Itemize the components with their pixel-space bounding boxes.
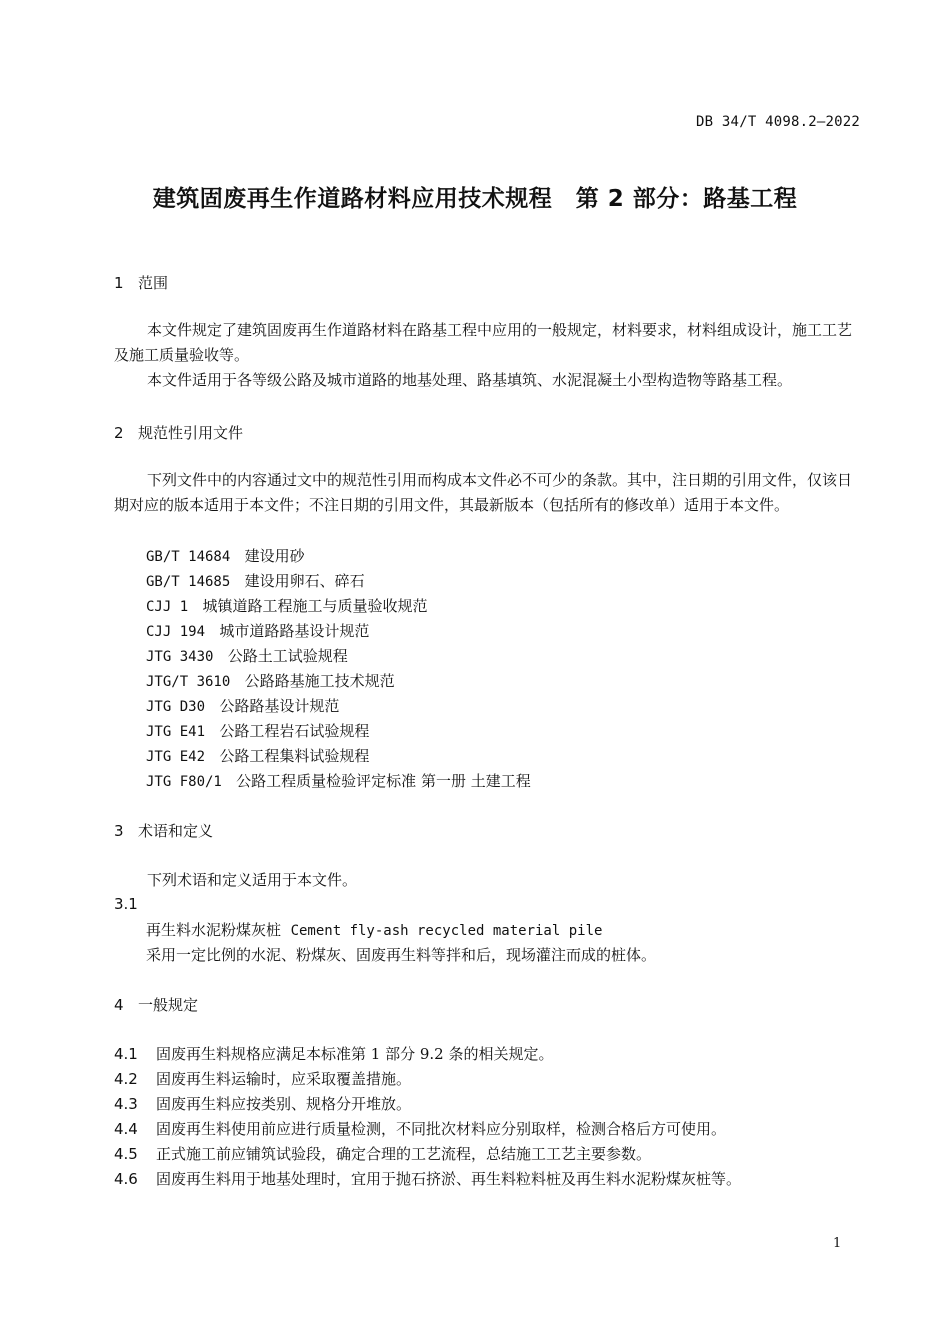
clause-text: 固废再生料运输时，应采取覆盖措施。 (156, 1070, 412, 1088)
reference-item (146, 695, 339, 716)
reference-name: 公路土工试验规程 (227, 647, 348, 665)
clause-text: 固废再生料规格应满足本标准第 1 部分 9.2 条的相关规定。 (156, 1045, 554, 1063)
reference-code: GB/T 14685 (146, 574, 231, 590)
term-english: Cement fly-ash recycled material pile (290, 923, 603, 939)
reference-name: 公路路基施工技术规范 (244, 672, 395, 690)
reference-code: JTG F80/1 (146, 774, 222, 790)
clause-number: 4.4 (114, 1120, 138, 1138)
section-number: 2 (114, 424, 124, 442)
clause-number: 4.3 (114, 1095, 138, 1113)
clause-text: 正式施工前应铺筑试验段，确定合理的工艺流程，总结施工工艺主要参数。 (156, 1145, 652, 1163)
reference-name: 建设用卵石、碎石 (244, 572, 365, 590)
reference-item (146, 620, 369, 641)
reference-code: JTG/T 3610 (146, 674, 231, 690)
clause-number: 4.5 (114, 1145, 138, 1163)
reference-item (146, 670, 395, 691)
reference-name: 公路工程质量检验评定标准 第一册 土建工程 (236, 772, 531, 790)
clause-text: 固废再生料用于地基处理时，宜用于抛石挤淤、再生料粒料桩及再生料水泥粉煤灰桩等。 (156, 1170, 742, 1188)
term-number: 3.1 (114, 895, 138, 913)
reference-name: 公路工程岩石试验规程 (219, 722, 370, 740)
scope-paragraph-2: 本文件适用于各等级公路及城市道路的地基处理、路基填筑、水泥混凝土小型构造物等路基工程。 (147, 371, 793, 389)
reference-code: JTG 3430 (146, 649, 214, 665)
term-definition: 采用一定比例的水泥、粉煤灰、固废再生料等拌和后，现场灌注而成的桩体。 (146, 946, 657, 964)
clause (114, 1118, 726, 1139)
section-title: 规范性引用文件 (138, 424, 244, 442)
reference-name: 公路工程集料试验规程 (219, 747, 370, 765)
section-number: 3 (114, 822, 124, 840)
clause (114, 1143, 651, 1164)
reference-item (146, 545, 305, 566)
clause-text: 固废再生料应按类别、规格分开堆放。 (156, 1095, 412, 1113)
reference-item (146, 645, 348, 666)
term-chinese: 再生料水泥粉煤灰桩 (146, 921, 282, 939)
term-entry (146, 919, 602, 940)
reference-code: JTG E41 (146, 724, 206, 740)
clause-number: 4.6 (114, 1170, 138, 1188)
clause (114, 1043, 553, 1064)
reference-name: 公路路基设计规范 (219, 697, 340, 715)
section-heading-scope (114, 272, 168, 293)
section-title: 一般规定 (138, 996, 199, 1014)
reference-name: 建设用砂 (244, 547, 305, 565)
reference-item (146, 720, 369, 741)
page-number: 1 (833, 1236, 842, 1251)
reference-code: CJJ 194 (146, 624, 206, 640)
reference-item (146, 770, 531, 791)
reference-code: JTG E42 (146, 749, 206, 765)
reference-name: 城市道路路基设计规范 (219, 622, 370, 640)
section-number: 1 (114, 274, 124, 292)
section-heading-normative-references (114, 422, 243, 443)
reference-code: JTG D30 (146, 699, 206, 715)
section-title: 术语和定义 (138, 822, 214, 840)
clause-text: 固废再生料使用前应进行质量检测，不同批次材料应分别取样，检测合格后方可使用。 (156, 1120, 727, 1138)
clause-number: 4.1 (114, 1045, 138, 1063)
reference-item (146, 570, 365, 591)
section-title: 范围 (138, 274, 169, 292)
section-heading-terms (114, 820, 213, 841)
reference-code: GB/T 14684 (146, 549, 231, 565)
clause (114, 1068, 411, 1089)
clause-number: 4.2 (114, 1070, 138, 1088)
terms-intro: 下列术语和定义适用于本文件。 (147, 871, 358, 889)
section-heading-general (114, 994, 198, 1015)
reference-name: 城镇道路工程施工与质量验收规范 (202, 597, 428, 615)
reference-item (146, 745, 369, 766)
clause (114, 1168, 741, 1189)
references-intro: 下列文件中的内容通过文中的规范性引用而构成本文件必不可少的条款。其中，注日期的引用文件，仅该日期对应的版本适用于本文件；不注日期的引用文件，其最新版本（包括所有的修改单）适用于本文件。 (114, 471, 853, 514)
document-title: 建筑固废再生作道路材料应用技术规程 第 2 部分：路基工程 (152, 186, 798, 212)
section-number: 4 (114, 996, 124, 1014)
reference-code: CJJ 1 (146, 599, 189, 615)
clause (114, 1093, 411, 1114)
document-number: DB 34/T 4098.2—2022 (696, 114, 860, 130)
reference-item (146, 595, 427, 616)
scope-paragraph-1: 本文件规定了建筑固废再生作道路材料在路基工程中应用的一般规定，材料要求，材料组成设计，施工工艺及施工质量验收等。 (114, 321, 853, 364)
